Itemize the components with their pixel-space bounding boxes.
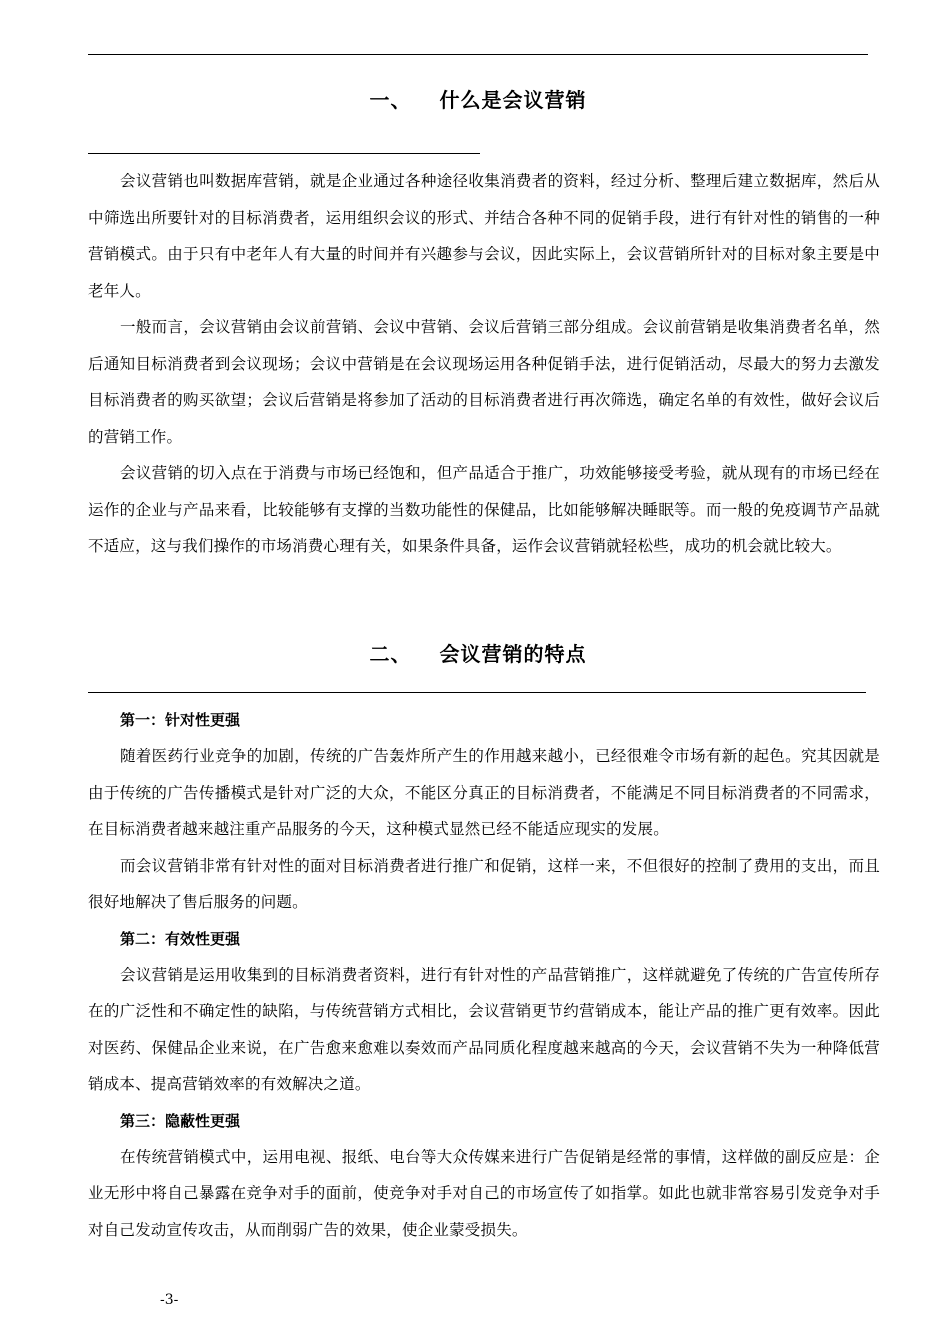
section-1-number: 一、 — [369, 88, 412, 112]
paragraph: 会议营销是运用收集到的目标消费者资料，进行有针对性的产品营销推广，这样就避免了传统的广告宣传所存在的广泛性和不确定性的缺陷，与传统营销方式相比，会议营销更节约营销成本，能让产品的推广更有效率。因此对医药、保健品企业来说，在广告愈来愈难以奏效而产品同质化程度越来越高的今天，会议营销不失为一种降低营销成本、提高营销效率的有效解决之道。 — [88, 965, 880, 1093]
point-3-heading: 第三：隐蔽性更强 — [120, 1111, 241, 1130]
section-2-title: 会议营销的特点 — [439, 642, 587, 666]
section-1-body — [88, 163, 880, 565]
section-1-divider — [88, 153, 480, 154]
section-2-heading — [88, 638, 868, 667]
section-1-heading — [88, 84, 868, 113]
page-number: -3- — [160, 1292, 179, 1308]
top-divider — [88, 54, 868, 55]
section-1-title: 什么是会议营销 — [439, 88, 587, 112]
paragraph: 会议营销也叫数据库营销，就是企业通过各种途径收集消费者的资料，经过分析、整理后建立数据库，然后从中筛选出所要针对的目标消费者，运用组织会议的形式、并结合各种不同的促销手段，进行有针对性的销售的一种营销模式。由于只有中老年人有大量的时间并有兴趣参与会议，因此实际上，会议营销所针对的目标对象主要是中老年人。 — [88, 172, 880, 300]
paragraph: 在传统营销模式中，运用电视、报纸、电台等大众传媒来进行广告促销是经常的事情，这样做的副反应是：企业无形中将自己暴露在竞争对手的面前，使竞争对手对自己的市场宣传了如指掌。如此也就非常容易引发竞争对手对自己发动宣传攻击，从而削弱广告的效果，使企业蒙受损失。 — [88, 1147, 880, 1239]
section-2-divider — [88, 692, 866, 693]
point-2-heading: 第二：有效性更强 — [120, 929, 241, 948]
paragraph: 会议营销的切入点在于消费与市场已经饱和，但产品适合于推广，功效能够接受考验，就从现有的市场已经在运作的企业与产品来看，比较能够有支撑的当数功能性的保健品，比如能够解决睡眠等。而一般的免疫调节产品就不适应，这与我们操作的市场消费心理有关，如果条件具备，运作会议营销就轻松些，成功的机会就比较大。 — [88, 464, 880, 555]
point-1-heading: 第一：针对性更强 — [120, 711, 241, 729]
paragraph: 一般而言，会议营销由会议前营销、会议中营销、会议后营销三部分组成。会议前营销是收集消费者名单，然后通知目标消费者到会议现场；会议中营销是在会议现场运用各种促销手法，进行促销活动，尽最大的努力去激发目标消费者的购买欲望；会议后营销是将参加了活动的目标消费者进行再次筛选，确定名单的有效性，做好会议后的营销工作。 — [88, 318, 880, 446]
section-2-body — [88, 702, 880, 1248]
paragraph: 随着医药行业竞争的加剧，传统的广告轰炸所产生的作用越来越小，已经很难令市场有新的起色。究其因就是由于传统的广告传播模式是针对广泛的大众，不能区分真正的目标消费者，不能满足不同目标消费者的不同需求，在目标消费者越来越注重产品服务的今天，这种模式显然已经不能适应现实的发展。 — [88, 747, 880, 838]
section-2-number: 二、 — [369, 642, 412, 666]
paragraph: 而会议营销非常有针对性的面对目标消费者进行推广和促销，这样一来，不但很好的控制了费用的支出，而且很好地解决了售后服务的问题。 — [88, 856, 880, 911]
